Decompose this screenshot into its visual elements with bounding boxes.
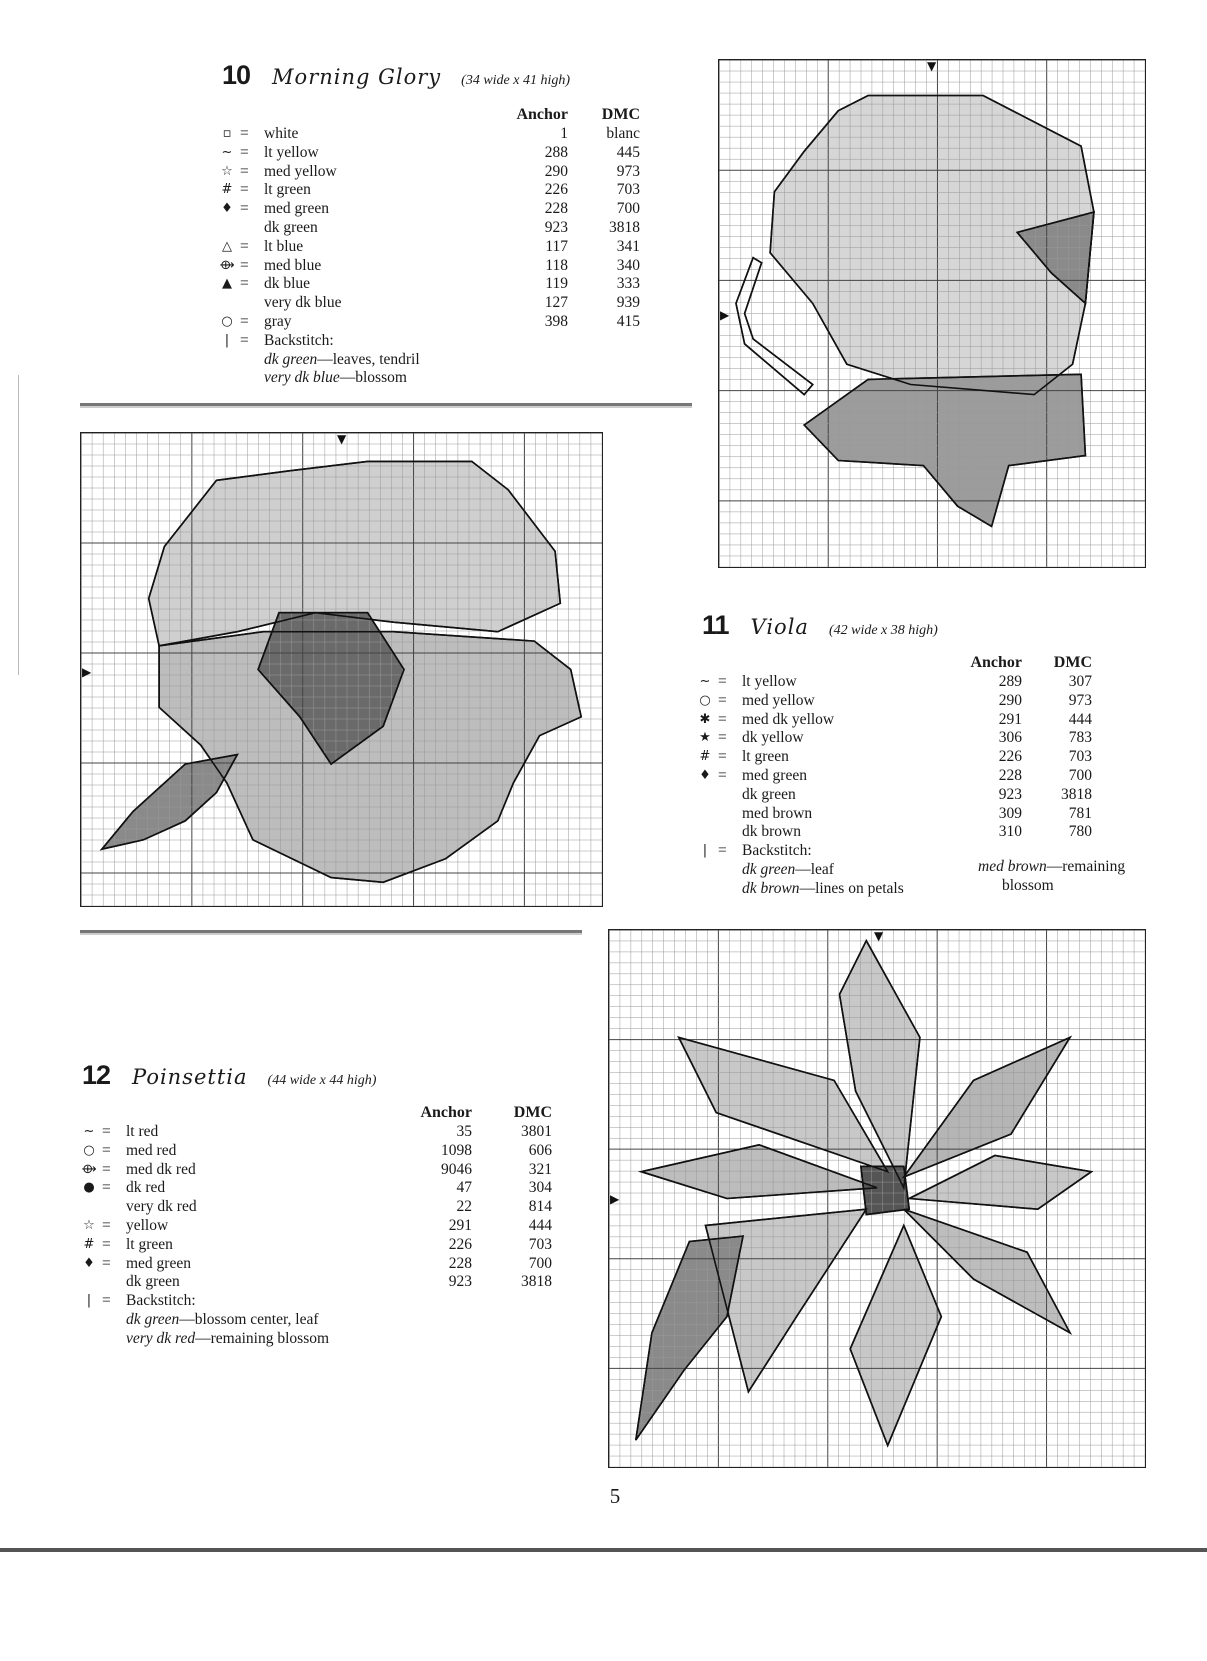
equals-sign: = bbox=[102, 1179, 111, 1197]
equals-sign: = bbox=[240, 181, 249, 199]
color-name: Backstitch: bbox=[742, 842, 812, 860]
anchor-number: 291 bbox=[448, 1216, 472, 1234]
color-name: dk green bbox=[264, 218, 318, 236]
color-name: med brown bbox=[742, 804, 813, 822]
color-key-morning-glory bbox=[218, 106, 640, 388]
anchor-number: 290 bbox=[544, 162, 568, 180]
equals-sign: = bbox=[240, 125, 249, 142]
equals-sign: = bbox=[240, 162, 249, 180]
anchor-number: 127 bbox=[544, 294, 568, 312]
stitch-symbol-icon: ♦ bbox=[699, 767, 711, 783]
equals-sign: = bbox=[240, 312, 249, 330]
section-number: 10 bbox=[222, 60, 251, 90]
stitch-symbol-icon: ● bbox=[83, 1180, 95, 1196]
center-arrow-top-icon: ▼ bbox=[927, 59, 937, 73]
backstitch-usage: —remaining blossom bbox=[195, 1329, 330, 1347]
backstitch-note bbox=[80, 1311, 520, 1330]
anchor-number: 118 bbox=[545, 256, 568, 274]
color-name: dk green bbox=[126, 1273, 180, 1291]
dmc-column-header: DMC bbox=[601, 106, 640, 123]
section-divider bbox=[80, 930, 582, 935]
equals-sign: = bbox=[102, 1235, 111, 1253]
color-name: gray bbox=[264, 312, 292, 330]
page-bottom-edge bbox=[0, 1548, 1207, 1552]
section-header-viola bbox=[702, 610, 938, 641]
legend-row bbox=[218, 218, 640, 238]
section-size: (44 wide x 44 high) bbox=[267, 1073, 377, 1088]
viola-chart bbox=[80, 432, 603, 907]
color-key-poinsettia bbox=[80, 1104, 552, 1349]
backstitch-thread: dk brown bbox=[742, 879, 800, 897]
legend-row bbox=[218, 200, 640, 219]
backstitch-thread: dk green bbox=[126, 1310, 180, 1328]
dmc-number: 781 bbox=[1068, 804, 1092, 822]
anchor-number: 923 bbox=[544, 218, 568, 236]
anchor-number: 9046 bbox=[441, 1160, 472, 1178]
dmc-number: 3801 bbox=[521, 1123, 552, 1140]
anchor-number: 309 bbox=[998, 804, 1022, 822]
morning-glory-chart bbox=[718, 59, 1146, 568]
stitch-symbol-icon: ▲ bbox=[222, 276, 232, 292]
page-margin-line bbox=[18, 375, 19, 675]
legend-row bbox=[80, 1160, 552, 1180]
anchor-number: 228 bbox=[544, 200, 568, 218]
section-title: Morning Glory bbox=[272, 65, 442, 89]
dmc-number: 939 bbox=[616, 294, 640, 312]
anchor-number: 291 bbox=[998, 710, 1022, 728]
color-name: med green bbox=[742, 766, 807, 784]
legend-row bbox=[80, 1254, 552, 1274]
anchor-number: 923 bbox=[998, 785, 1022, 803]
color-name: Backstitch: bbox=[126, 1292, 196, 1310]
anchor-column-header: Anchor bbox=[970, 654, 1022, 671]
legend-row bbox=[218, 143, 640, 163]
legend-header bbox=[80, 1104, 552, 1123]
color-name: med blue bbox=[264, 256, 322, 274]
center-arrow-left-icon: ▶ bbox=[82, 665, 92, 679]
color-name: lt blue bbox=[264, 237, 304, 255]
anchor-number: 228 bbox=[448, 1254, 472, 1272]
stitch-symbol-icon: ○ bbox=[83, 1142, 95, 1158]
center-arrow-top-icon: ▼ bbox=[874, 929, 884, 943]
color-name: lt green bbox=[126, 1235, 173, 1253]
anchor-number: 22 bbox=[456, 1198, 472, 1216]
stitch-symbol-icon: ☆ bbox=[221, 163, 233, 179]
dmc-number: blanc bbox=[606, 125, 640, 142]
backstitch-thread: very dk red bbox=[126, 1329, 196, 1347]
anchor-number: 226 bbox=[998, 748, 1022, 766]
anchor-number: 119 bbox=[545, 275, 568, 293]
legend-row bbox=[80, 1235, 552, 1255]
color-name: med dk red bbox=[126, 1160, 196, 1178]
color-name: med yellow bbox=[742, 691, 815, 709]
equals-sign: = bbox=[240, 275, 249, 293]
color-name: lt green bbox=[742, 748, 789, 766]
dmc-number: 415 bbox=[616, 312, 640, 330]
stitch-symbol-icon: | bbox=[86, 1293, 92, 1309]
color-name: very dk red bbox=[126, 1198, 197, 1216]
color-name: lt yellow bbox=[742, 673, 797, 690]
legend-row bbox=[218, 332, 628, 351]
anchor-column-header: Anchor bbox=[420, 1104, 472, 1121]
legend-row bbox=[80, 1198, 552, 1217]
backstitch-note bbox=[218, 369, 628, 388]
viola-side-note bbox=[978, 858, 1125, 896]
dmc-number: 703 bbox=[528, 1235, 552, 1253]
legend-row bbox=[80, 1179, 552, 1198]
dmc-number: 703 bbox=[1068, 748, 1092, 766]
color-name: dk red bbox=[126, 1179, 166, 1197]
stitch-symbol-icon: | bbox=[224, 332, 230, 348]
legend-header bbox=[696, 654, 1096, 673]
equals-sign: = bbox=[240, 143, 249, 161]
color-name: med yellow bbox=[264, 162, 337, 180]
anchor-number: 47 bbox=[456, 1179, 472, 1197]
side-note-line2: blossom bbox=[1002, 876, 1054, 894]
dmc-number: 3818 bbox=[609, 218, 640, 236]
equals-sign: = bbox=[718, 691, 727, 709]
poinsettia-chart bbox=[608, 929, 1146, 1468]
dmc-number: 700 bbox=[528, 1254, 552, 1272]
stitch-symbol-icon: ♦ bbox=[221, 201, 233, 217]
color-name: med dk yellow bbox=[742, 710, 835, 728]
anchor-number: 1098 bbox=[441, 1141, 472, 1159]
equals-sign: = bbox=[102, 1160, 111, 1178]
equals-sign: = bbox=[240, 256, 249, 274]
dmc-number: 3818 bbox=[1061, 785, 1092, 803]
anchor-number: 35 bbox=[456, 1123, 472, 1140]
dmc-number: 3818 bbox=[521, 1273, 552, 1291]
legend-row bbox=[696, 748, 1096, 767]
dmc-number: 333 bbox=[616, 275, 640, 293]
legend-row bbox=[218, 256, 640, 276]
backstitch-usage: —leaves, tendril bbox=[317, 350, 420, 368]
section-header-poinsettia bbox=[82, 1060, 376, 1091]
dmc-number: 321 bbox=[528, 1160, 552, 1178]
anchor-number: 306 bbox=[998, 729, 1022, 747]
backstitch-note bbox=[218, 351, 628, 370]
anchor-column-header: Anchor bbox=[516, 106, 568, 123]
legend-row bbox=[696, 786, 1096, 805]
legend-row bbox=[218, 294, 640, 313]
color-name: very dk blue bbox=[264, 294, 342, 312]
color-name: lt green bbox=[264, 181, 311, 199]
equals-sign: = bbox=[240, 237, 249, 255]
backstitch-thread: dk green bbox=[742, 860, 796, 878]
dmc-number: 445 bbox=[616, 143, 640, 161]
stitch-symbol-icon: ▫ bbox=[222, 126, 232, 141]
dmc-number: 973 bbox=[616, 162, 640, 180]
section-size: (42 wide x 38 high) bbox=[828, 623, 938, 638]
legend-row bbox=[218, 125, 640, 144]
legend-row bbox=[696, 692, 1096, 711]
stitch-symbol-icon: ○ bbox=[699, 692, 711, 708]
stitch-symbol-icon: ~ bbox=[83, 1124, 95, 1139]
dmc-number: 340 bbox=[616, 256, 640, 274]
stitch-symbol-icon: ★ bbox=[699, 730, 711, 746]
center-arrow-top-icon: ▼ bbox=[337, 432, 347, 446]
dmc-number: 783 bbox=[1068, 729, 1092, 747]
dmc-number: 700 bbox=[616, 200, 640, 218]
dmc-number: 307 bbox=[1068, 673, 1092, 690]
equals-sign: = bbox=[718, 842, 727, 860]
anchor-number: 923 bbox=[448, 1273, 472, 1291]
equals-sign: = bbox=[718, 710, 727, 728]
equals-sign: = bbox=[240, 200, 249, 218]
legend-row bbox=[218, 162, 640, 182]
center-arrow-left-icon: ▶ bbox=[610, 1192, 620, 1206]
stitch-symbol-icon: # bbox=[83, 1236, 95, 1252]
dmc-number: 341 bbox=[616, 237, 640, 255]
backstitch-note bbox=[80, 1330, 520, 1349]
backstitch-usage: —blossom center, leaf bbox=[179, 1310, 319, 1328]
backstitch-thread: very dk blue bbox=[264, 369, 340, 387]
equals-sign: = bbox=[102, 1123, 111, 1140]
dmc-number: 444 bbox=[528, 1216, 552, 1234]
stitch-symbol-icon: ○ bbox=[221, 313, 233, 329]
legend-row bbox=[696, 805, 1096, 824]
legend-row bbox=[80, 1273, 552, 1292]
legend-row bbox=[696, 729, 1096, 748]
anchor-number: 398 bbox=[544, 312, 568, 330]
anchor-number: 226 bbox=[544, 181, 568, 199]
page-number: 5 bbox=[609, 1484, 621, 1508]
equals-sign: = bbox=[240, 331, 249, 349]
equals-sign: = bbox=[718, 673, 727, 690]
legend-row bbox=[218, 181, 640, 200]
equals-sign: = bbox=[102, 1292, 111, 1310]
color-name: lt red bbox=[126, 1123, 159, 1140]
color-name: med green bbox=[264, 200, 329, 218]
equals-sign: = bbox=[102, 1141, 111, 1159]
dmc-number: 700 bbox=[1068, 766, 1092, 784]
stitch-symbol-icon: # bbox=[221, 182, 233, 198]
legend-row bbox=[80, 1141, 552, 1161]
color-name: dk yellow bbox=[742, 729, 804, 747]
legend-header bbox=[218, 106, 640, 125]
anchor-number: 288 bbox=[544, 143, 568, 161]
legend-row bbox=[80, 1216, 552, 1236]
dmc-number: 444 bbox=[1068, 710, 1092, 728]
poinsettia-grid bbox=[609, 930, 1145, 1467]
dmc-number: 814 bbox=[528, 1198, 552, 1216]
anchor-number: 228 bbox=[998, 766, 1022, 784]
legend-row bbox=[218, 275, 640, 294]
bract-shape-3 bbox=[904, 1037, 1070, 1177]
color-name: dk green bbox=[742, 785, 796, 803]
color-name: dk blue bbox=[264, 275, 311, 293]
stitch-symbol-icon: ☆ bbox=[83, 1217, 95, 1233]
anchor-number: 1 bbox=[560, 125, 568, 142]
viola-grid bbox=[81, 433, 602, 906]
side-note-usage: —remaining bbox=[1046, 858, 1126, 875]
leaf-shape bbox=[804, 374, 1085, 526]
dmc-number: 606 bbox=[528, 1141, 552, 1159]
stitch-symbol-icon: # bbox=[699, 749, 711, 765]
equals-sign: = bbox=[102, 1254, 111, 1272]
dmc-number: 304 bbox=[528, 1179, 552, 1197]
backstitch-usage: —leaf bbox=[795, 860, 834, 878]
dmc-column-header: DMC bbox=[513, 1104, 552, 1121]
equals-sign: = bbox=[718, 729, 727, 747]
color-name: med green bbox=[126, 1254, 191, 1272]
equals-sign: = bbox=[718, 748, 727, 766]
section-size: (34 wide x 41 high) bbox=[461, 73, 571, 88]
stitch-symbol-icon: ~ bbox=[699, 674, 711, 689]
backstitch-thread: dk green bbox=[264, 350, 318, 368]
stitch-symbol-icon: ✱ bbox=[699, 711, 711, 727]
legend-row bbox=[696, 673, 1096, 692]
dmc-column-header: DMC bbox=[1053, 654, 1092, 671]
color-name: white bbox=[264, 125, 299, 142]
stitch-symbol-icon: △ bbox=[222, 238, 232, 254]
backstitch-usage: —blossom bbox=[339, 369, 407, 387]
center-arrow-left-icon: ▶ bbox=[720, 308, 730, 322]
section-divider bbox=[80, 403, 692, 408]
legend-row bbox=[696, 823, 1096, 842]
anchor-number: 310 bbox=[998, 823, 1022, 841]
legend-row bbox=[218, 237, 640, 257]
section-number: 11 bbox=[702, 610, 729, 640]
legend-row bbox=[218, 312, 640, 332]
dmc-number: 703 bbox=[616, 181, 640, 199]
stitch-symbol-icon: | bbox=[702, 843, 708, 859]
dmc-number: 973 bbox=[1068, 691, 1092, 709]
color-name: lt yellow bbox=[264, 143, 319, 161]
legend-row bbox=[80, 1292, 520, 1311]
stitch-symbol-icon: ⟴ bbox=[81, 1161, 97, 1177]
color-name: med red bbox=[126, 1141, 177, 1159]
anchor-number: 226 bbox=[448, 1235, 472, 1253]
backstitch-usage: —lines on petals bbox=[799, 879, 904, 897]
stitch-symbol-icon: ~ bbox=[221, 144, 233, 160]
equals-sign: = bbox=[102, 1216, 111, 1234]
side-note-thread: med brown bbox=[978, 858, 1047, 875]
section-title: Viola bbox=[750, 615, 809, 639]
legend-row bbox=[696, 711, 1096, 730]
anchor-number: 290 bbox=[998, 691, 1022, 709]
equals-sign: = bbox=[718, 766, 727, 784]
center-shape bbox=[861, 1166, 909, 1214]
color-name: Backstitch: bbox=[264, 331, 334, 349]
section-title: Poinsettia bbox=[132, 1065, 248, 1089]
dmc-number: 780 bbox=[1068, 823, 1092, 841]
morning-glory-grid bbox=[719, 60, 1145, 567]
section-header-morning-glory bbox=[222, 60, 570, 91]
anchor-number: 117 bbox=[545, 237, 568, 255]
section-number: 12 bbox=[82, 1060, 111, 1090]
stitch-symbol-icon: ♦ bbox=[83, 1255, 95, 1271]
color-name: dk brown bbox=[742, 823, 801, 841]
stitch-symbol-icon: ⟴ bbox=[219, 257, 235, 273]
legend-row bbox=[80, 1123, 552, 1142]
legend-row bbox=[696, 767, 1096, 786]
anchor-number: 289 bbox=[998, 673, 1022, 690]
color-name: yellow bbox=[126, 1216, 169, 1234]
